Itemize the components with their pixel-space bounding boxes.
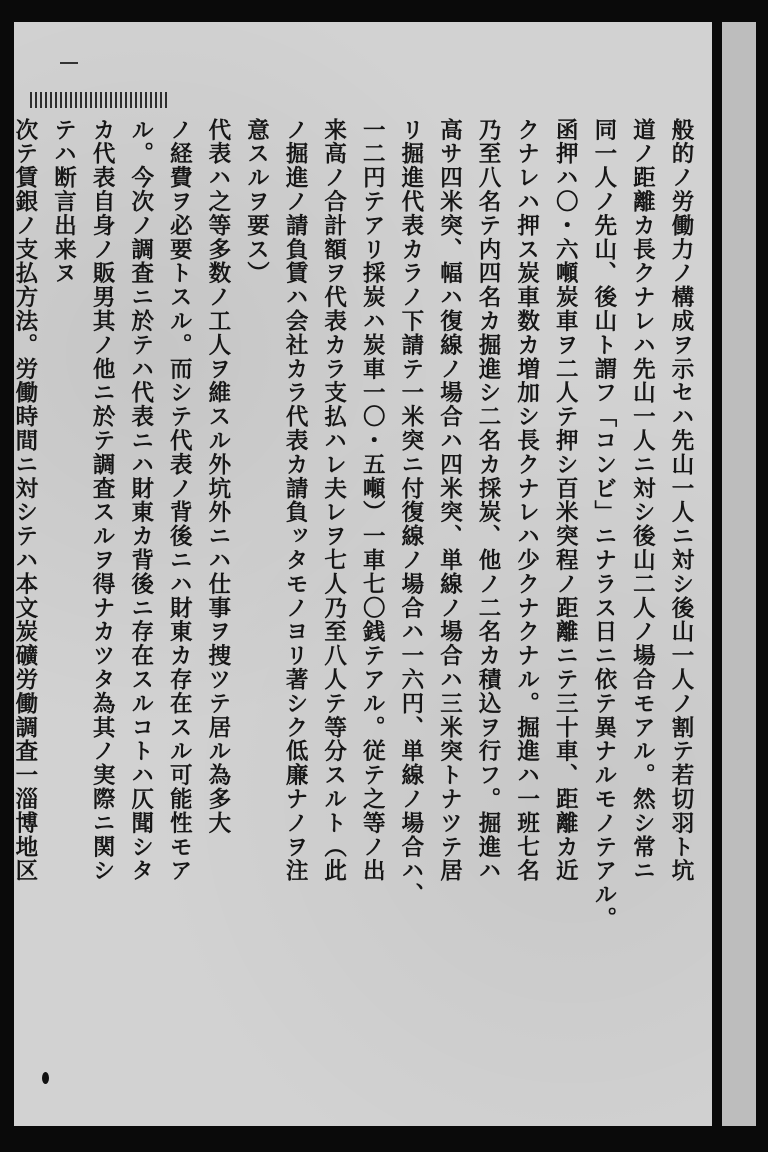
scan-mark [60, 62, 78, 64]
text-line: 代表ハ之等多数ノ工人ヲ維スル外坑外ニハ仕事ヲ捜ツテ居ル為多大 [204, 118, 231, 835]
text-line: 函押ハ〇・六噸炭車ヲ二人テ押シ百米突程ノ距離ニテ三十車、距離カ近 [552, 118, 579, 883]
page-gutter [712, 22, 722, 1126]
text-line: 乃至八名テ内四名カ掘進シ二名カ採炭、他ノ二名カ積込ヲ行フ。掘進ハ [475, 118, 502, 883]
text-line: 高サ四米突、幅ハ復線ノ場合ハ四米突、単線ノ場合ハ三米突トナツテ居 [436, 118, 463, 883]
scan-noise-mark [30, 92, 170, 108]
text-line: 般的ノ労働力ノ構成ヲ示セハ先山一人ニ対シ後山一人ノ割テ若切羽ト坑 [668, 118, 694, 883]
text-line: 一二円テアリ採炭ハ炭車一〇・五噸）一車七〇銭テアル。従テ之等ノ出 [359, 118, 386, 883]
text-line: 道ノ距離カ長クナレハ先山一人ニ対シ後山二人ノ場合モアル。然シ常ニ [629, 118, 656, 883]
text-line: ル。今次ノ調査ニ於テハ代表ニハ財東カ背後ニ存在スルコトハ仄聞シタ [127, 118, 154, 883]
vertical-text-body [11, 118, 700, 1058]
text-line: テハ断言出来ヌ [50, 118, 77, 286]
text-line: 次テ賃銀ノ支払方法。労働時間ニ対シテハ本文炭礦労働調査一淄博地区 [11, 118, 38, 883]
text-line: 来高ノ合計額ヲ代表カラ支払ハレ夫レヲ七人乃至八人テ等分スルト（此 [320, 118, 347, 883]
text-line: 意スルヲ要ス） [243, 118, 270, 286]
text-line: カ代表自身ノ販男其ノ他ニ於テ調査スルヲ得ナカツタ為其ノ実際ニ関シ [89, 118, 116, 883]
text-line: リ掘進代表カラノ下請テ一米突ニ付復線ノ場合ハ一六円、単線ノ場合ハ、 [397, 118, 424, 907]
ink-dot [42, 1072, 49, 1084]
text-line: 同一人ノ先山、後山ト謂フ「コンビ」ニナラス日ニ依テ異ナルモノテアル。 [590, 118, 617, 931]
text-line: クナレハ押ス炭車数カ増加シ長クナレハ少クナクナル。掘進ハ一班七名 [513, 118, 540, 883]
adjacent-page-edge [722, 22, 756, 1126]
text-line: ノ経費ヲ必要トスル。而シテ代表ノ背後ニハ財東カ存在スル可能性モア [166, 118, 193, 883]
text-line: ノ掘進ノ請負賃ハ会社カラ代表カ請負ッタモノヨリ著シク低廉ナノヲ注 [282, 118, 309, 883]
